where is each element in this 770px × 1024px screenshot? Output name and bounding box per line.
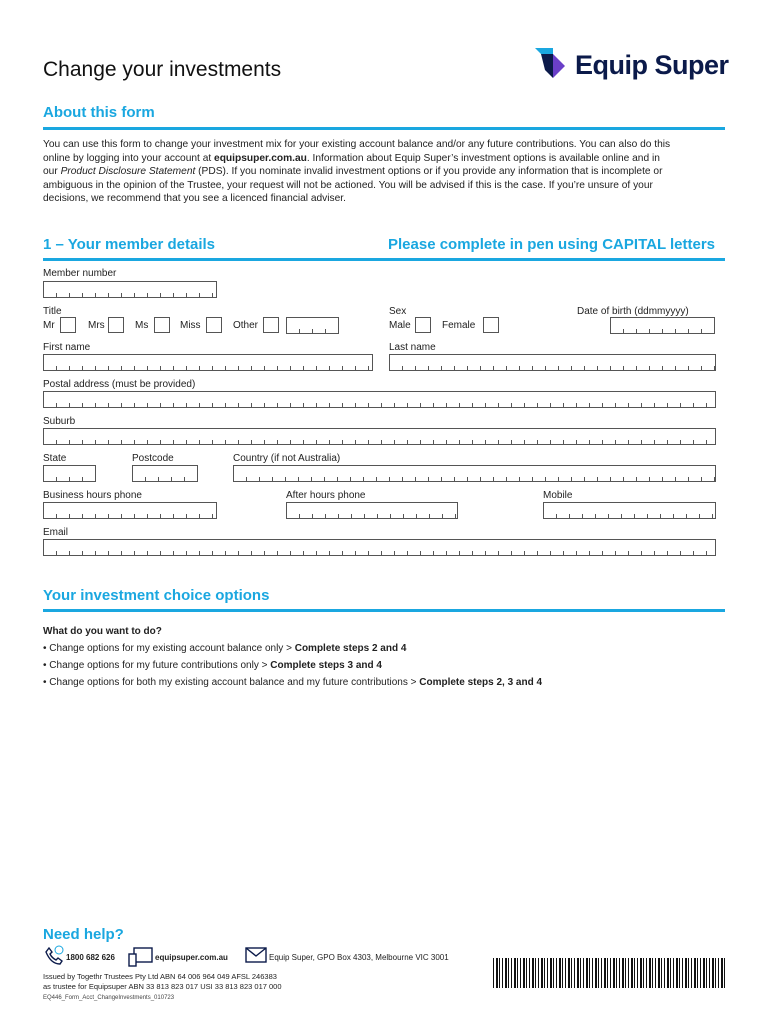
member-heading: 1 – Your member details <box>43 236 216 253</box>
choice-option-1: • Change options for my existing account balance only > Complete steps 2 and 4 <box>43 643 407 654</box>
member-number-field[interactable] <box>43 281 217 298</box>
other-label: Other <box>233 320 259 331</box>
choice-rule <box>43 609 725 612</box>
suburb-field[interactable] <box>43 428 716 445</box>
postcode-label: Postcode <box>132 453 174 464</box>
sex-label: Sex <box>389 306 407 317</box>
mrs-label: Mrs <box>88 320 105 331</box>
about-line-4: ambiguous in the opinion of the Trustee, your request will not be actioned. You will be advised if this is the case. If you’re unsure of your <box>43 179 653 191</box>
about-line-3: our Product Disclosure Statement (PDS). If you nominate invalid investment options or if you provide any information that is incomplete or <box>43 166 663 178</box>
about-rule <box>43 127 725 130</box>
country-label: Country (if not Australia) <box>233 453 341 464</box>
help-website[interactable]: equipsuper.com.au <box>155 953 228 962</box>
choice-heading: Your investment choice options <box>43 587 270 604</box>
postcode-field[interactable] <box>132 465 198 482</box>
state-label: State <box>43 453 67 464</box>
miss-checkbox[interactable] <box>206 317 222 333</box>
form-code: EQ446_Form_Acct_ChangeInvestments_010723 <box>43 995 175 1001</box>
postal-address-field[interactable] <box>43 391 716 408</box>
other-checkbox[interactable] <box>263 317 279 333</box>
last-name-label: Last name <box>389 342 436 353</box>
choice-option-3: • Change options for both my existing account balance and my future contributions > Complete steps 2, 3 and 4 <box>43 677 543 688</box>
last-name-field[interactable] <box>389 354 716 371</box>
miss-label: Miss <box>180 320 201 331</box>
male-checkbox[interactable] <box>415 317 431 333</box>
other-title-field[interactable] <box>286 317 339 334</box>
dob-label: Date of birth (ddmmyyyy) <box>577 306 689 317</box>
instruction-text: Please complete in pen using CAPITAL letters <box>388 236 716 253</box>
mail-icon <box>245 947 267 963</box>
about-line-1: You can use this form to change your investment mix for your existing account balance and/or any future contributions. You can also do this <box>43 139 671 150</box>
logo-mark-icon <box>535 48 571 84</box>
help-heading: Need help? <box>43 926 124 943</box>
mobile-field[interactable] <box>543 502 716 519</box>
mrs-checkbox[interactable] <box>108 317 124 333</box>
computer-icon <box>128 946 154 968</box>
about-line-5: decisions, we recommend that you see a licenced financial adviser. <box>43 193 346 205</box>
business-phone-field[interactable] <box>43 502 217 519</box>
email-field[interactable] <box>43 539 716 556</box>
ms-label: Ms <box>135 320 149 331</box>
mr-checkbox[interactable] <box>60 317 76 333</box>
after-hours-phone-field[interactable] <box>286 502 458 519</box>
email-label: Email <box>43 527 69 538</box>
female-label: Female <box>442 320 476 331</box>
first-name-field[interactable] <box>43 354 373 371</box>
logo-text: Equip Super <box>575 50 729 80</box>
member-number-label: Member number <box>43 268 117 279</box>
dob-field[interactable] <box>610 317 715 334</box>
first-name-label: First name <box>43 342 91 353</box>
help-mail: Equip Super, GPO Box 4303, Melbourne VIC 3001 <box>269 953 449 962</box>
member-rule <box>43 258 725 261</box>
after-hours-phone-label: After hours phone <box>286 490 366 501</box>
choice-option-2: • Change options for my future contributions only > Complete steps 3 and 4 <box>43 660 382 671</box>
about-heading: About this form <box>43 104 155 121</box>
business-phone-label: Business hours phone <box>43 490 142 501</box>
country-field[interactable] <box>233 465 716 482</box>
ms-checkbox[interactable] <box>154 317 170 333</box>
about-line-2: online by logging into your account at equipsuper.com.au. Information about Equip Super’s investment options is available online and in <box>43 152 660 164</box>
choice-question: What do you want to do? <box>43 626 162 637</box>
website-link[interactable]: equipsuper.com.au <box>214 152 307 164</box>
barcode <box>493 958 725 988</box>
mr-label: Mr <box>43 320 55 331</box>
mobile-label: Mobile <box>543 490 573 501</box>
suburb-label: Suburb <box>43 416 76 427</box>
postal-label: Postal address (must be provided) <box>43 379 196 390</box>
female-checkbox[interactable] <box>483 317 499 333</box>
equip-super-logo <box>535 46 730 86</box>
phone-icon <box>43 945 65 967</box>
state-field[interactable] <box>43 465 96 482</box>
title-label: Title <box>43 306 62 317</box>
issued-line-1: Issued by Togethr Trustees Pty Ltd ABN 64 006 964 049 AFSL 246383 <box>43 972 277 981</box>
issued-line-2: as trustee for Equipsuper ABN 33 813 823 017 USI 33 813 823 017 000 <box>43 982 282 991</box>
about-text <box>43 138 733 206</box>
help-phone[interactable]: 1800 682 626 <box>66 953 115 962</box>
page-title: Change your investments <box>43 58 282 81</box>
male-label: Male <box>389 320 411 331</box>
